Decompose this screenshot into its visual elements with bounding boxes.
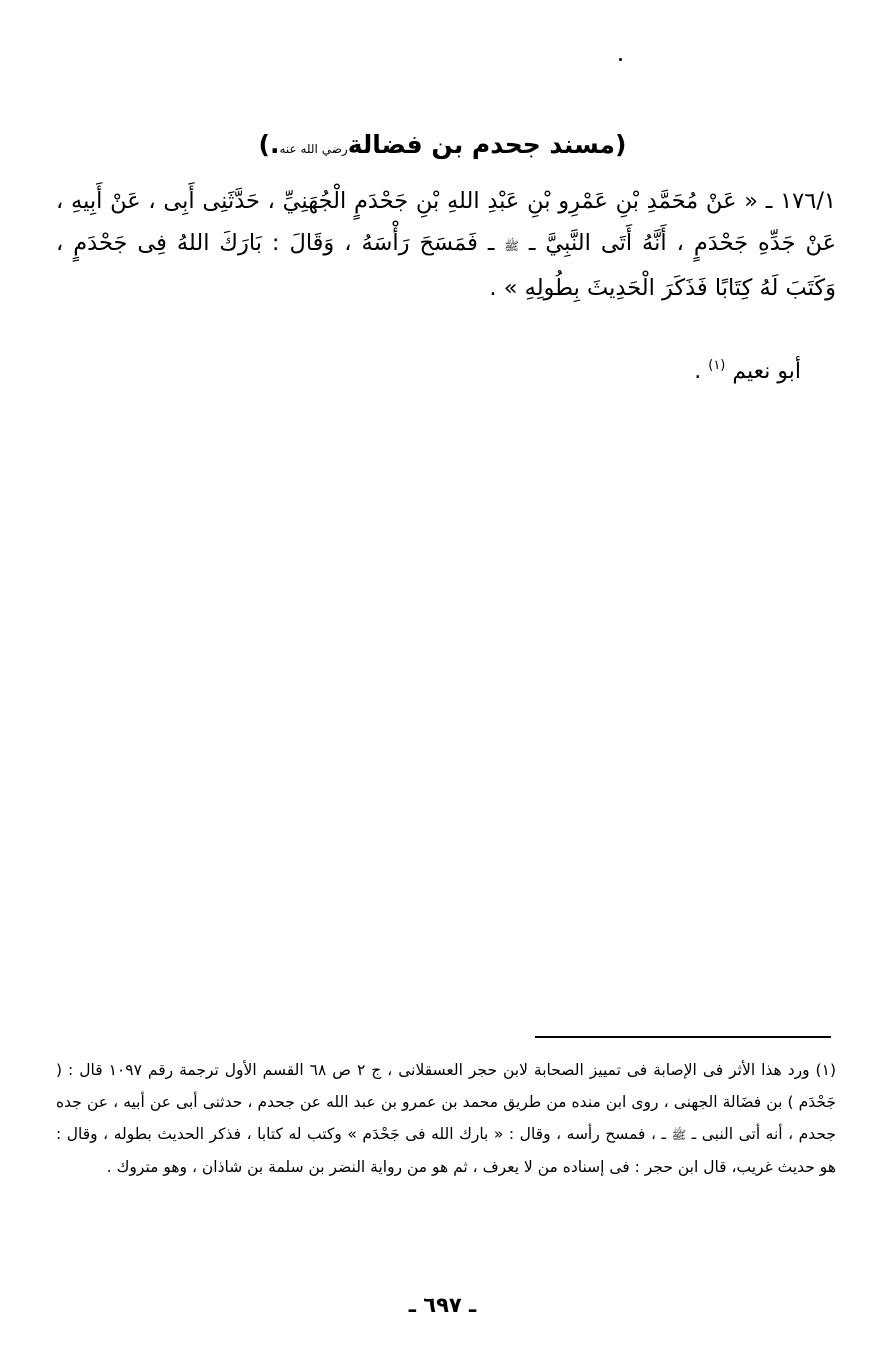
footnote-reference: (١) [708,358,726,373]
title-text: مسند جحدم بن فضالة [347,130,616,159]
hadith-text-block [56,180,836,309]
hadith-number: ١٧٦/١ [780,188,836,214]
footnote-text-after: ـ ، فمسح رأسه ، وقال : « بارك الله فى جَحْدَم » وكتب له كتابا ، فذكر الحديث بطوله ، وقال : هو حديث غريب، قال ابن حجر : فى إسناده من لا يعرف ، ثم هو من رواية النضر بن سلمة بن شاذان ، وهو متروك . [56,1125,836,1176]
footnote-block [56,1054,836,1183]
source-name: أبو نعيم [732,359,801,384]
footnote-text-before: (١) ورد هذا الأثر فى الإصابة فى تمييز الصحابة لابن حجر العسقلانى ، ج ٢ ص ٦٨ القسم الأول ترجمة رقم ١٠٩٧ قال : ( جَحْدَم ) بن فضَالة الجهنى ، روى ابن منده من طريق محمد بن عمرو بن عبد الله عن جحدم ، حدثنى أبى عن أبيه ، عن جده جحدم ، أنه أتى النبى ـ [56,1061,836,1143]
source-attribution [694,348,801,390]
source-end: . [694,359,702,384]
footnote-paragraph [56,1054,836,1183]
page-number: ـ ٦٩٧ ـ [408,1293,477,1317]
footnote-honorific: ﷺ [671,1128,687,1142]
title-close-paren: .) [258,130,280,159]
section-title [0,128,885,166]
footnote-separator-rule [535,1036,831,1038]
title-open-paren: ( [615,130,627,159]
hadith-paragraph [56,180,836,309]
hadith-text-before: ـ « عَنْ مُحَمَّدِ بْنِ عَمْرِو بْنِ عَبْدِ اللهِ بْنِ جَحْدَمٍ الْجُهَنِيِّ ، حَدَّثَنِى أَبِى ، عَنْ أَبِيهِ ، عَنْ جَدِّهِ جَحْدَمٍ ، أَنَّهُ أَتَى النَّبِيَّ ـ [56,188,836,256]
page-dot-mark [619,58,622,61]
hadith-honorific: ﷺ [504,239,519,253]
title-honorific: رضي الله عنه [279,142,348,156]
hadith-text-after: ـ فَمَسَحَ رَأْسَهُ ، وَقَالَ : بَارَكَ اللهُ فِى جَحْدَمٍ ، وَكَتَبَ لَهُ كِتَابًا فَذَكَرَ الْحَدِيثَ بِطُولِهِ » . [56,230,836,301]
